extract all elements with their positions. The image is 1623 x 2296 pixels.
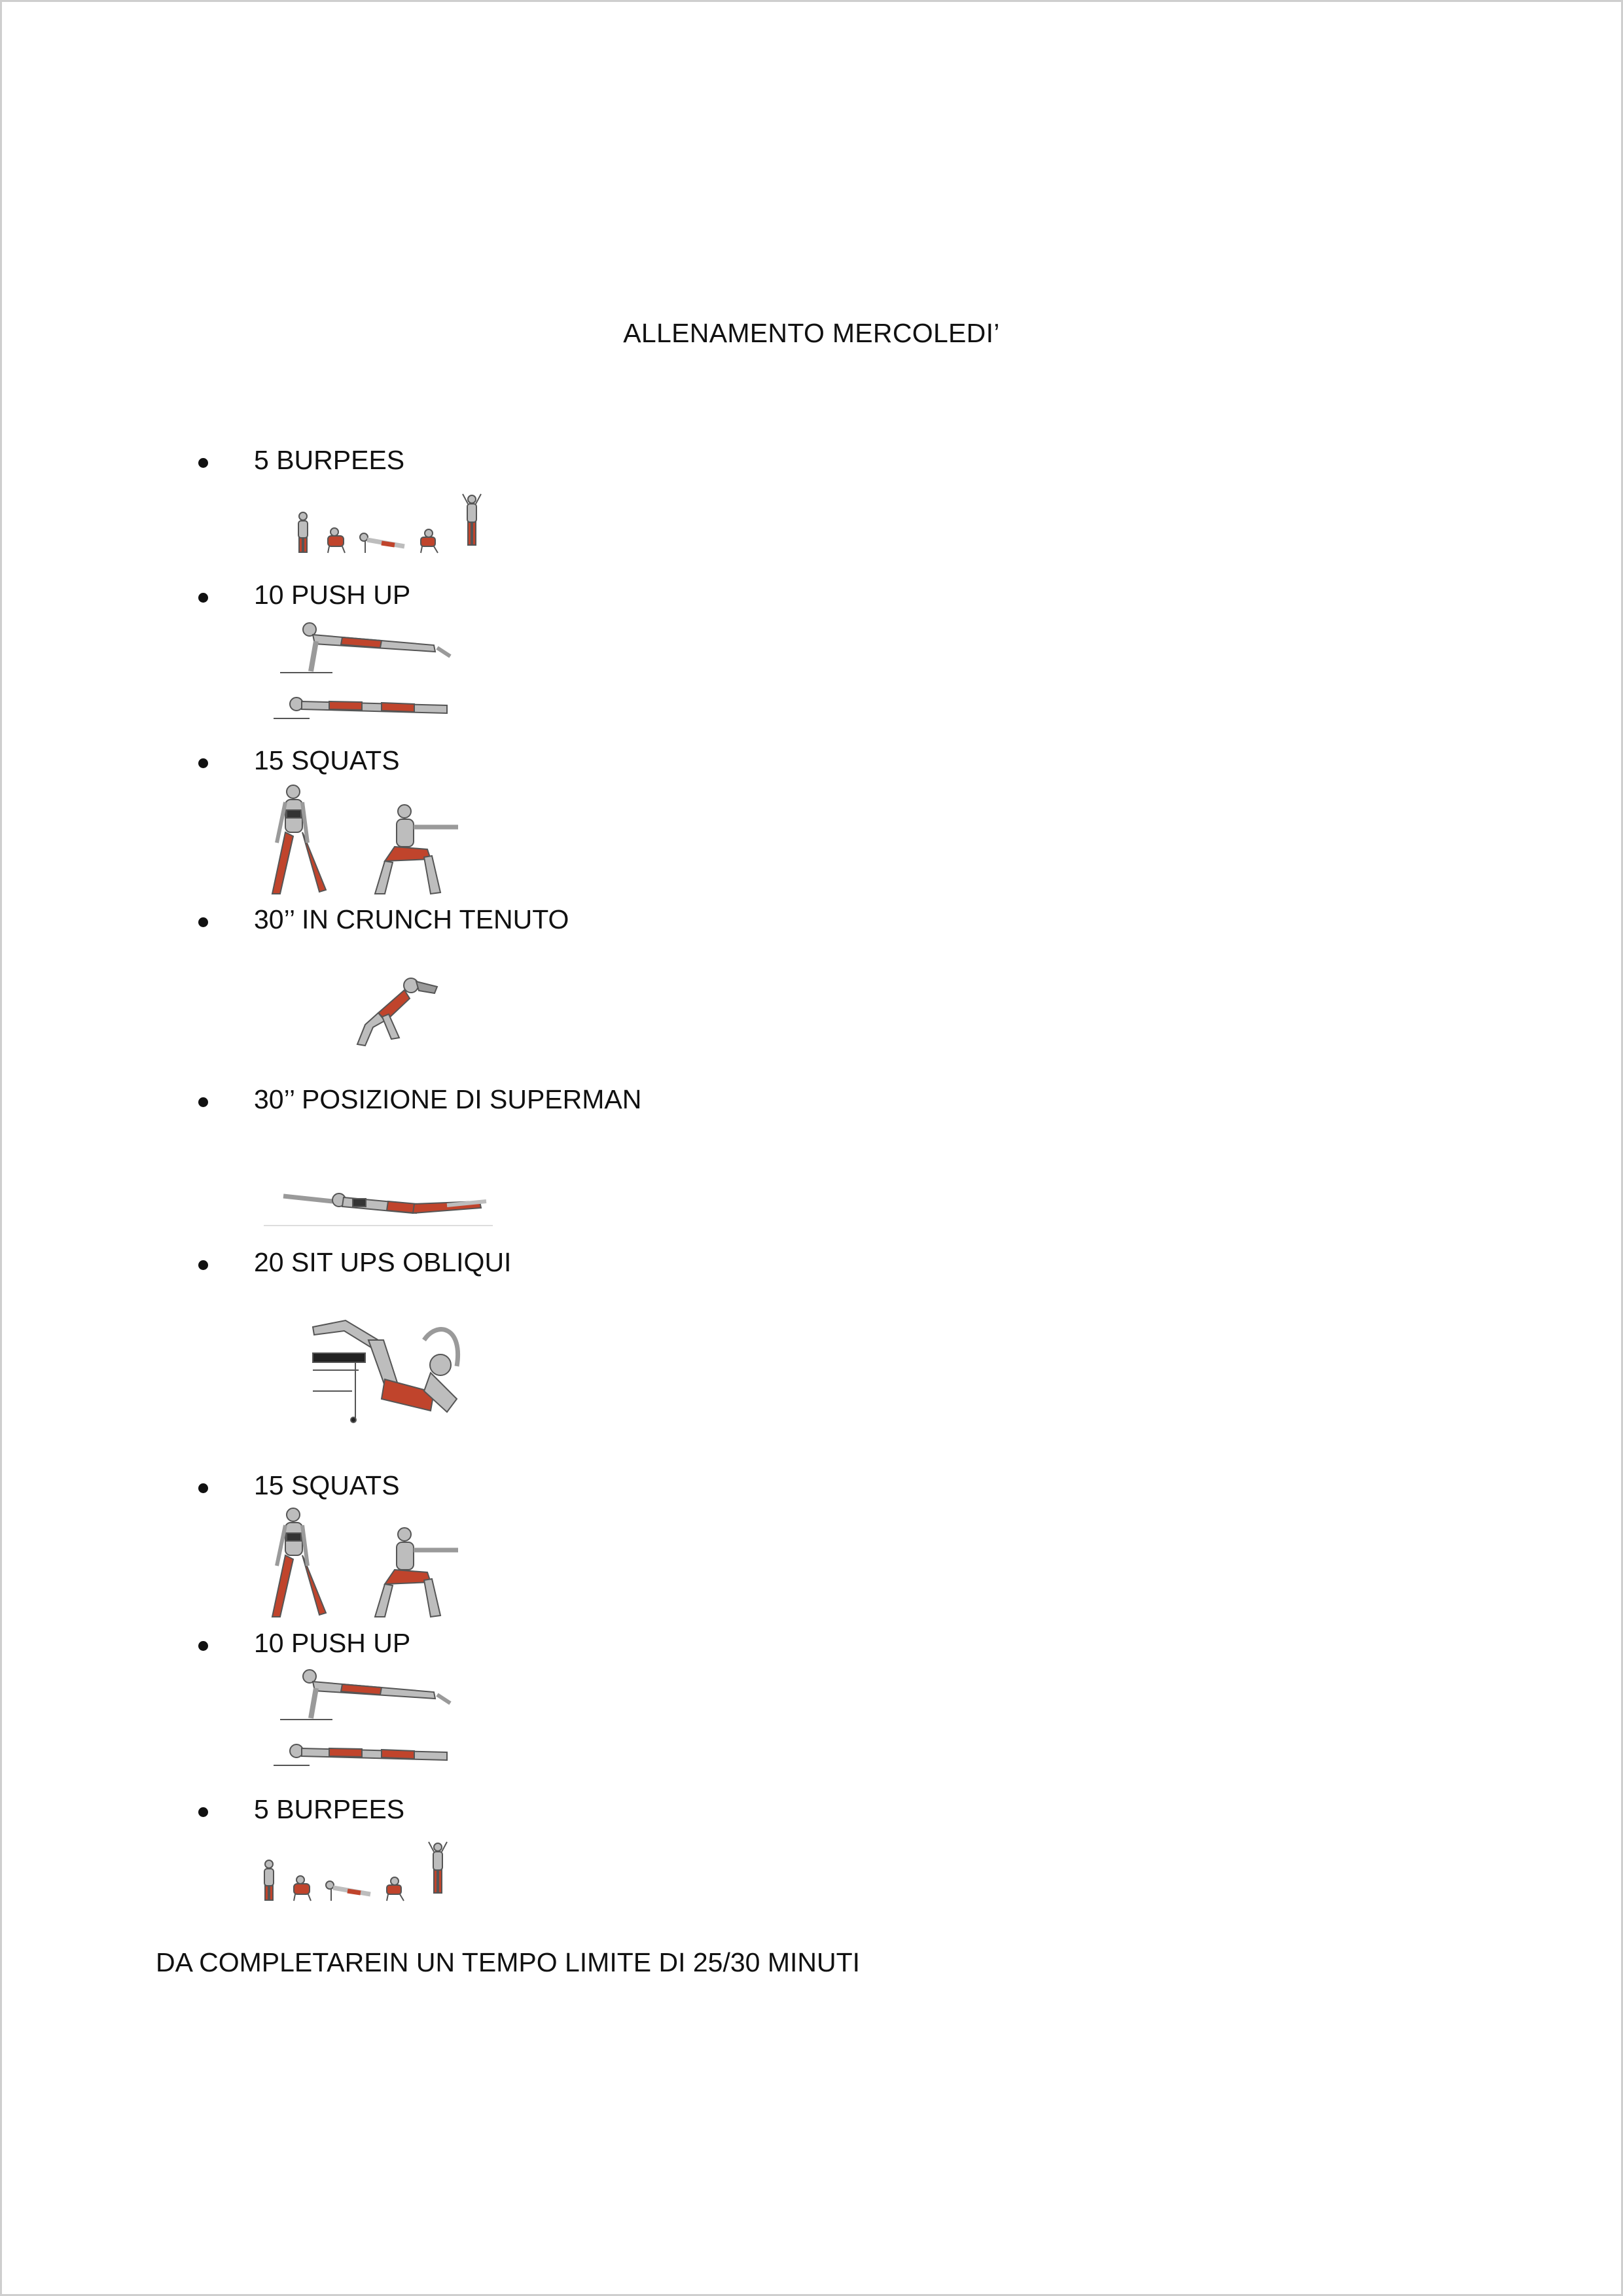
burpee-sequence-figure bbox=[256, 1841, 452, 1906]
bullet-icon bbox=[198, 1097, 208, 1107]
burpee-sequence-figure bbox=[290, 493, 486, 558]
bullet-icon bbox=[198, 1260, 208, 1270]
bullet-icon bbox=[198, 1807, 208, 1817]
bullet-icon bbox=[198, 758, 208, 768]
exercise-label: 5 BURPEES bbox=[254, 1794, 405, 1824]
exercise-label: 30’’ POSIZIONE DI SUPERMAN bbox=[254, 1084, 642, 1114]
superman-figure bbox=[257, 1163, 503, 1242]
squat-figure bbox=[254, 784, 476, 898]
bullet-icon bbox=[198, 1483, 208, 1493]
exercise-label: 20 SIT UPS OBLIQUI bbox=[254, 1247, 512, 1277]
bullet-icon bbox=[198, 917, 208, 927]
push-up-figure bbox=[270, 1667, 460, 1772]
crunch-figure bbox=[339, 967, 447, 1049]
bullet-icon bbox=[198, 458, 208, 468]
time-limit-note: DA COMPLETAREIN UN TEMPO LIMITE DI 25/30 MINUTI bbox=[156, 1947, 861, 1977]
bullet-icon bbox=[198, 1641, 208, 1651]
exercise-label: 15 SQUATS bbox=[254, 745, 400, 775]
exercise-label: 30’’ IN CRUNCH TENUTO bbox=[254, 904, 569, 934]
exercise-label: 10 PUSH UP bbox=[254, 1628, 411, 1658]
exercise-label: 15 SQUATS bbox=[254, 1470, 400, 1500]
oblique-sit-up-figure bbox=[306, 1314, 483, 1428]
exercise-label: 5 BURPEES bbox=[254, 445, 405, 475]
page-title: ALLENAMENTO MERCOLEDI’ bbox=[623, 318, 1000, 348]
exercise-label: 10 PUSH UP bbox=[254, 580, 411, 610]
squat-figure bbox=[254, 1507, 476, 1621]
push-up-figure bbox=[270, 620, 460, 725]
bullet-icon bbox=[198, 593, 208, 603]
